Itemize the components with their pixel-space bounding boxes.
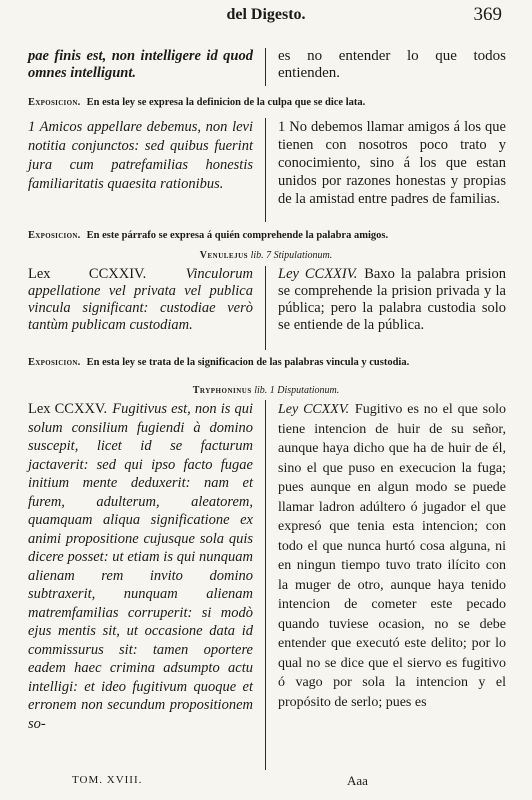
latin-column <box>28 266 266 350</box>
ley-number: Ley CCXXV. <box>278 402 350 417</box>
spanish-text: es no entender lo que todos entienden. <box>278 48 506 81</box>
lex-number: Lex CCXXIV. <box>28 266 147 282</box>
latin-text: Vinculorum appellatione vel privata vel publica vincula significant: custodiae verò tantùm publicam custodiam. <box>28 266 254 333</box>
exposicion-label: Exposicion. <box>28 97 81 108</box>
latin-column <box>28 48 266 86</box>
text-block-2 <box>28 118 506 222</box>
volume-mark: TOM. XVIII. <box>72 774 143 786</box>
spanish-column <box>266 118 506 222</box>
text-block-4 <box>28 400 506 770</box>
latin-text: Fugitivus est, non is qui solum consilium fugiendi à domino suscepit, licet id se facturum jactaverit: sed qui ipso facto fugae initium mente deduxerit: nam et furem, adulterum, aleatorem, quamquam aliqua significatione ex animi propositione cujusque sola quis dicere posset: ut etiam is qui nunquam alienam rem invito domino subtraxerit, nunquam alienam matremfamilias corruperit: si modò ejus mentis sit, ut occasione data id commissurus sit: tamen oportere eadem haec crimina adsumpto actu intelligi: et ideo fugitivum quoque et erronem non secundum propositionem so- <box>28 401 253 732</box>
author-reference: lib. 1 Disputationum. <box>254 385 340 396</box>
ley-number: Ley CCXXIV. <box>278 266 358 282</box>
author-reference: lib. 7 Stipulationum. <box>250 250 333 261</box>
spanish-column <box>266 266 506 350</box>
exposicion-text: En este párrafo se expresa á quién comprehende la palabra amigos. <box>86 230 389 241</box>
signature-mark: Aaa <box>347 773 368 788</box>
exposicion-text: En esta ley se expresa la definicion de la culpa que se dice lata. <box>86 97 366 108</box>
latin-column <box>28 400 266 770</box>
spanish-column <box>266 48 506 86</box>
lex-number: Lex CCXXV. <box>28 401 108 417</box>
author-name: Tryphoninus <box>192 385 252 396</box>
spanish-text: 1 No debemos llamar amigos á los que tienen con nosotros poco trato y conocimiento, sino á los que estan unidos por razones honestas y propias de la amistad entre padres de familias. <box>278 119 506 207</box>
author-line-1 <box>0 250 532 261</box>
latin-column <box>28 118 266 222</box>
author-line-2 <box>0 385 532 396</box>
exposicion-2 <box>28 230 508 241</box>
exposicion-3 <box>28 357 508 368</box>
spanish-text: Baxo la palabra prision se comprehende la prision privada y la pública; pero la palabra custodia solo se entiende de la pública. <box>278 266 507 333</box>
text-block-1 <box>28 48 506 86</box>
exposicion-label: Exposicion. <box>28 357 81 368</box>
exposicion-label: Exposicion. <box>28 230 81 241</box>
exposicion-text: En esta ley se trata de la significacion de las palabras vincula y custodia. <box>86 357 410 368</box>
page-number: 369 <box>473 4 502 25</box>
latin-text: pae finis est, non intelligere id quod omnes intelligunt. <box>28 48 253 81</box>
exposicion-1 <box>28 97 508 108</box>
author-name: Venulejus <box>199 250 249 261</box>
spanish-column <box>266 400 506 770</box>
spanish-text: Fugitivo es no el que solo tiene intencion de huir de su señor, aunque haya dicho que ha de huir de él, sino el que puso en execucion la fuga; pues aunque en algun modo se puede llamar ladron adúltero ó jugador el que expresó que tenia esta intencion; con todo el que nunca hurtó cosa alguna, ni en ningun tiempo tuvo trato ilícito con la muger de otro, aunque haya tenido intencion de cometer este pecado quando tuviese ocasion, no se debe entender que executó este delito; por lo qual no se dice que el siervo es fugitivo ó vago por sola la intencion y el propósito de serlo; pues es <box>278 402 506 710</box>
text-block-3 <box>28 266 506 350</box>
running-header: del Digesto. <box>226 6 306 23</box>
latin-text: 1 Amicos appellare debemus, non levi notitia conjunctos: sed quibus fuerint jura cum patrefamilias honestis familiaritatis quaesita rationibus. <box>28 119 253 192</box>
